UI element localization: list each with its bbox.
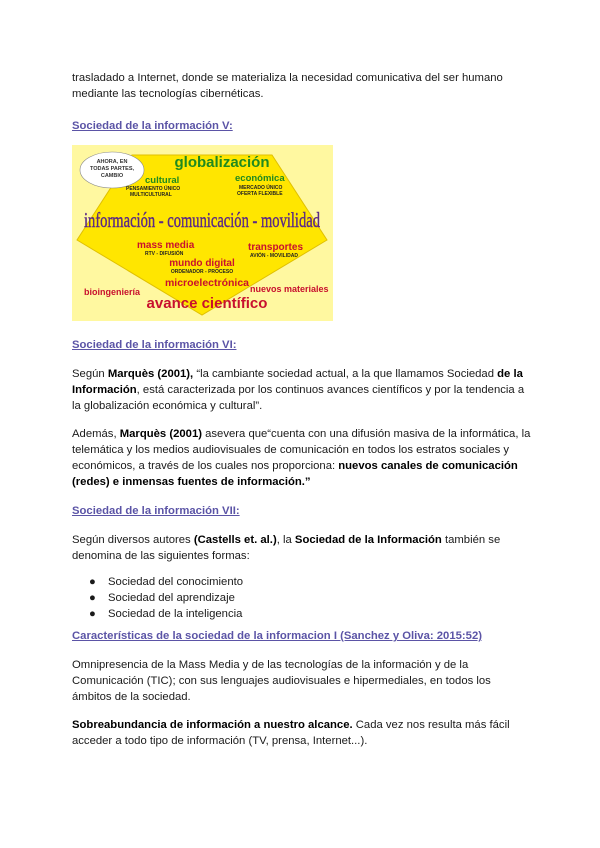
label-pensamiento-unico: PENSAMIENTO ÚNICO <box>126 186 181 192</box>
society-diagram-svg <box>72 145 333 321</box>
bold-run: Información <box>72 384 137 396</box>
bold-run: nuevos canales de comunicación (redes) e inmensas fuentes de información.” <box>72 460 518 488</box>
section-6-paragraph-1 <box>72 366 532 414</box>
section-8-heading[interactable]: Características de la sociedad de la informacion I (Sanchez y Oliva: 2015:52) <box>72 630 482 642</box>
label-bioingenieria: bioingeniería <box>84 287 141 297</box>
document-page <box>72 70 532 749</box>
forms-list <box>72 574 532 622</box>
bullet-icon: ● <box>89 576 96 588</box>
label-economica: económica <box>235 173 285 184</box>
citation-marques: Marquès (2001) <box>119 428 202 440</box>
label-mass-media: mass media <box>137 240 195 251</box>
label-cultural: cultural <box>145 175 180 186</box>
label-avance-cientifico: avance científico <box>146 295 268 312</box>
text-run: Según diversos autores <box>72 534 194 546</box>
label-nuevos-materiales: nuevos materiales <box>250 284 329 294</box>
list-item <box>72 606 532 622</box>
list-item-label: Sociedad del aprendizaje <box>108 592 235 604</box>
society-diagram <box>72 145 333 321</box>
section-6-heading[interactable]: Sociedad de la información VI: <box>72 339 237 351</box>
list-item-label: Sociedad de la inteligencia <box>108 608 243 620</box>
section-6-paragraph-2 <box>72 426 532 490</box>
text-run: asevera que“cuenta con una difusión masiva de la informática, la telemática y los medios audiovisuales de comunicación en todos los estratos sociales y económicos, a través de los cuales nos proporciona: <box>72 428 531 472</box>
intro-line-1: trasladado a Internet, donde se materializa la necesidad comunicativa del ser humano <box>72 72 503 84</box>
text-run: , está caracterizada por los continuos avances científicos y por la tendencia a la globalización económica y cultural”. <box>72 384 525 412</box>
list-item-label: Sociedad del conocimiento <box>108 576 244 588</box>
bubble-line-2: TODAS PARTES, <box>89 166 135 172</box>
bubble-line-1: AHORA, EN <box>96 159 128 165</box>
text-run: Además, <box>72 428 120 440</box>
label-globalizacion: globalización <box>174 154 270 171</box>
bullet-icon: ● <box>89 592 96 604</box>
section-8-paragraph-2 <box>72 717 532 749</box>
section-5-heading[interactable]: Sociedad de la información V: <box>72 120 233 132</box>
text-run: también se denomina de las siguientes formas: <box>72 534 501 562</box>
section-7-heading[interactable]: Sociedad de la información VII: <box>72 505 240 517</box>
label-avion-movilidad: AVIÓN - MOVILIDAD <box>250 253 298 259</box>
text-run: Cada vez nos resulta más fácil acceder a todo tipo de información (TV, prensa, Internet...). <box>72 719 510 747</box>
label-mercado-unico: MERCADO ÚNICO <box>239 185 283 191</box>
label-transportes: transportes <box>248 242 304 253</box>
label-rtv-difusion: RTV - DIFUSIÓN <box>145 251 184 257</box>
bold-run: Sobreabundancia de información a nuestro alcance. <box>72 719 353 731</box>
bubble-line-3: CAMBIO <box>100 173 124 179</box>
section-8-paragraph-1: Omnipresencia de la Mass Media y de las tecnologías de la información y de la Comunicación (TIC); con sus lenguajes audiovisuales e hipermediales, en todos los ámbitos de la sociedad. <box>72 659 491 703</box>
section-7-paragraph-1 <box>72 532 532 564</box>
label-main-line: información - comunicación - movilidad <box>84 208 321 232</box>
bold-run: Sociedad de la Información <box>294 534 442 546</box>
text-run: Según <box>72 368 108 380</box>
bold-run: de la <box>497 368 523 380</box>
label-microelectronica: microelectrónica <box>164 277 250 289</box>
bullet-icon: ● <box>89 608 96 620</box>
label-multicultural: MULTICULTURAL <box>130 192 172 198</box>
label-mundo-digital: mundo digital <box>169 258 235 269</box>
list-item <box>72 574 532 590</box>
citation-castells: (Castells et. al.) <box>193 534 277 546</box>
citation-marques: Marquès (2001), <box>107 368 194 380</box>
label-oferta-flexible: OFERTA FLEXIBLE <box>237 191 283 197</box>
text-run: “la cambiante sociedad actual, a la que llamamos Sociedad <box>193 368 498 380</box>
text-run: , la <box>276 534 295 546</box>
intro-line-2: mediante las tecnologías cibernéticas. <box>72 88 264 100</box>
list-item <box>72 590 532 606</box>
label-ordenador-proceso: ORDENADOR - PROCESO <box>170 269 234 275</box>
